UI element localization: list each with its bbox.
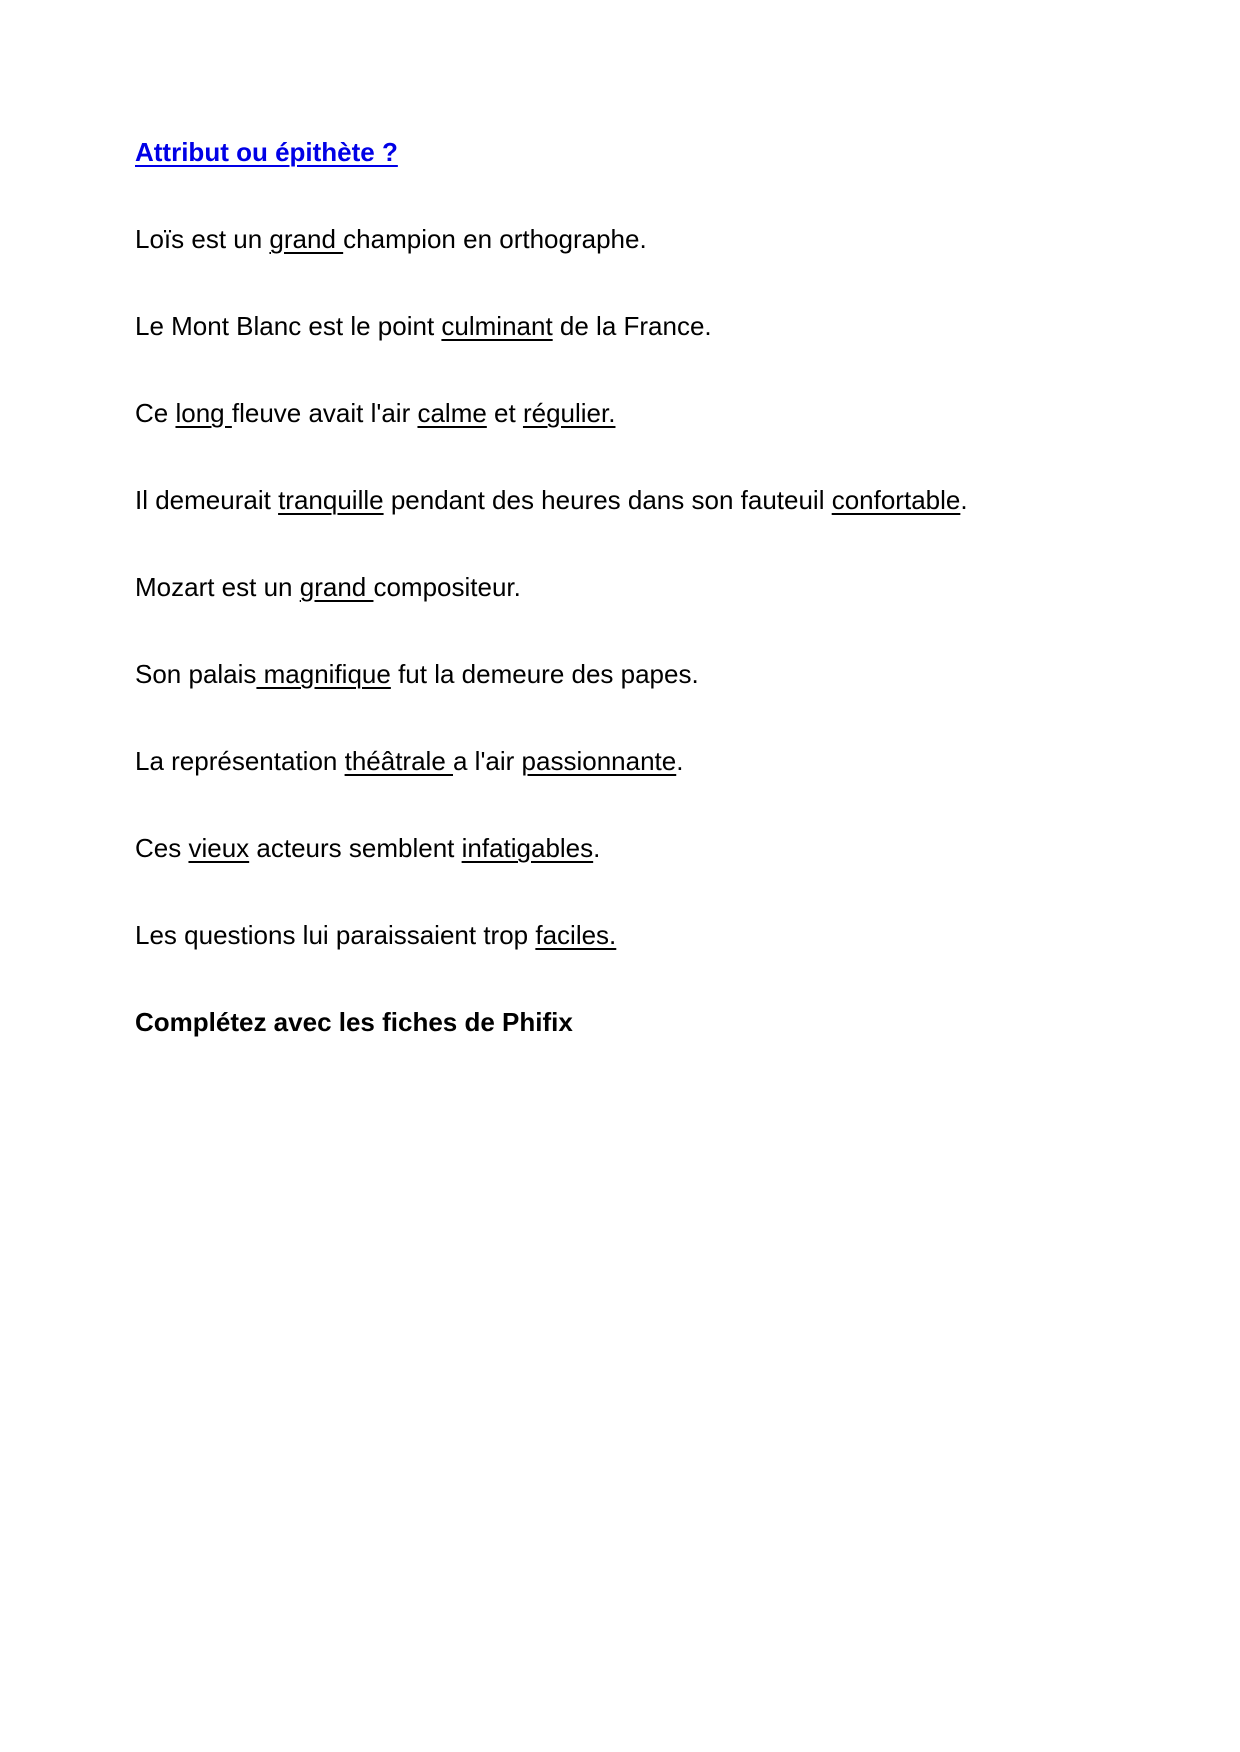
sentence	[135, 309, 1180, 343]
underlined-segment: culminant	[441, 311, 553, 341]
text-segment: fut la demeure des papes.	[390, 659, 699, 689]
sentence-list	[135, 222, 1180, 952]
underlined-segment: confortable	[831, 485, 961, 515]
underlined-segment: tranquille	[278, 485, 384, 515]
sentence	[135, 831, 1180, 865]
text-segment: Ces	[135, 833, 189, 863]
underlined-segment: passionnante	[521, 746, 677, 776]
underlined-segment: régulier.	[522, 398, 616, 428]
text-segment: champion en orthographe.	[343, 224, 647, 254]
text-segment: Mozart est un	[135, 572, 300, 602]
text-segment: Il demeurait	[135, 485, 279, 515]
underlined-segment: grand	[269, 224, 344, 254]
underlined-segment: long	[175, 398, 232, 428]
underlined-segment: faciles.	[535, 920, 617, 950]
underlined-segment: vieux	[188, 833, 250, 863]
underlined-segment: grand	[299, 572, 374, 602]
text-segment: .	[960, 485, 968, 515]
underlined-segment: théâtrale	[344, 746, 453, 776]
sentence	[135, 222, 1180, 256]
text-segment: compositeur.	[373, 572, 521, 602]
underlined-segment: infatigables	[461, 833, 594, 863]
sentence	[135, 918, 1180, 952]
sentence	[135, 570, 1180, 604]
text-segment: fleuve avait l'air	[231, 398, 418, 428]
text-segment: .	[676, 746, 684, 776]
text-segment: Les questions lui paraissaient trop	[135, 920, 536, 950]
text-segment: Loïs est un	[135, 224, 270, 254]
text-segment: pendant des heures dans son fauteuil	[383, 485, 832, 515]
text-segment: La représentation	[135, 746, 345, 776]
underlined-segment: magnifique	[256, 659, 391, 689]
sentence	[135, 657, 1180, 691]
text-segment: Le Mont Blanc est le point	[135, 311, 442, 341]
text-segment: acteurs semblent	[249, 833, 462, 863]
underlined-segment: calme	[417, 398, 487, 428]
sentence	[135, 483, 1180, 517]
document-title: Attribut ou épithète ?	[135, 137, 398, 167]
sentence	[135, 744, 1180, 778]
text-segment: Ce	[135, 398, 176, 428]
text-segment: et	[486, 398, 523, 428]
text-segment: .	[593, 833, 601, 863]
instruction-line: Complétez avec les fiches de Phifix	[135, 1007, 573, 1037]
text-segment: de la France.	[552, 311, 712, 341]
sentence	[135, 396, 1180, 430]
text-segment: a l'air	[453, 746, 522, 776]
text-segment: Son palais	[135, 659, 257, 689]
